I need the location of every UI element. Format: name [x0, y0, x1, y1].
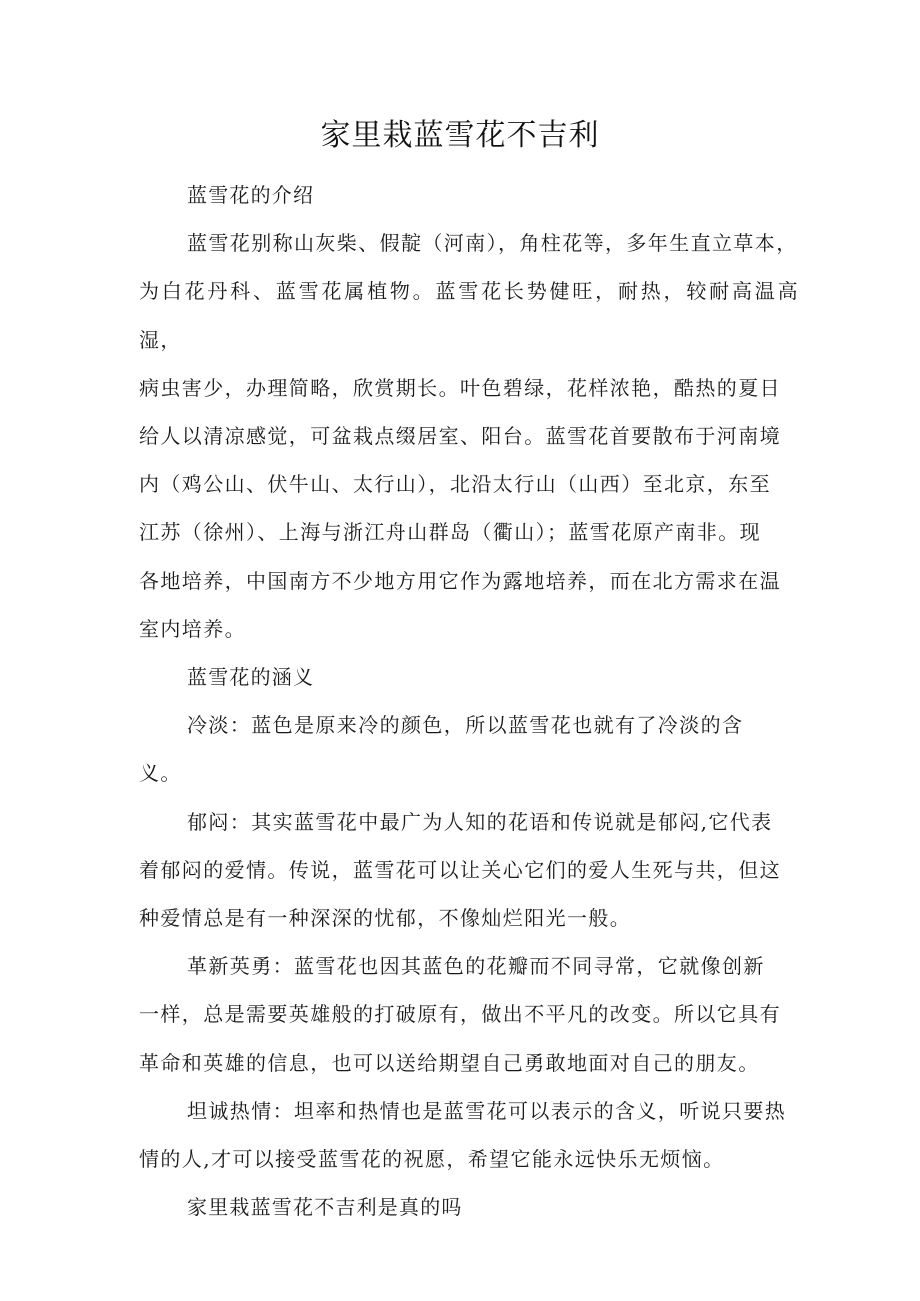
body-paragraph	[139, 942, 799, 1087]
text-line: 革命和英雄的信息，也可以送给期望自己勇敢地面对自己的朋友。	[139, 1050, 760, 1075]
text-line: 病虫害少，办理简略，欣赏期长。叶色碧绿，花样浓艳，酷热的夏日	[139, 375, 781, 400]
text-line: 各地培养，中国南方不少地方用它作为露地培养，而在北方需求在温	[139, 568, 781, 593]
section-heading	[139, 171, 799, 219]
body-paragraph	[139, 701, 799, 797]
text-line: 革新英勇：蓝雪花也因其蓝色的花瓣而不同寻常，它就像创新	[187, 954, 765, 979]
text-line: 蓝雪花别称山灰柴、假靛（河南），角柱花等，多年生直立草本，	[187, 231, 798, 256]
section-heading	[139, 1183, 799, 1231]
body-paragraph	[139, 219, 799, 653]
body-paragraph	[139, 1087, 799, 1183]
text-line: 蓝雪花的涵义	[187, 665, 315, 690]
text-line: 江苏（徐州）、上海与浙江舟山群岛（衢山）；蓝雪花原产南非。现	[139, 520, 761, 545]
text-line: 一样，总是需要英雄般的打破原有，做出不平凡的改变。所以它具有	[139, 1002, 781, 1027]
text-line: 冷淡：蓝色是原来冷的颜色，所以蓝雪花也就有了冷淡的含	[187, 713, 744, 738]
text-line: 义。	[139, 761, 182, 786]
document-body	[139, 171, 799, 1231]
text-line: 种爱情总是有一种深深的忧郁，不像灿烂阳光一般。	[139, 906, 632, 931]
document-title: 家里栽蓝雪花不吉利	[320, 118, 600, 153]
text-line: 家里栽蓝雪花不吉利是真的吗	[187, 1195, 463, 1220]
text-line: 着郁闷的爱情。传说，蓝雪花可以让关心它们的爱人生死与共，但这	[139, 857, 781, 882]
text-line: 坦诚热情：坦率和热情也是蓝雪花可以表示的含义，听说只要热	[187, 1098, 787, 1123]
body-paragraph	[139, 798, 799, 943]
text-line: 情的人,才可以接受蓝雪花的祝愿，希望它能永远快乐无烦恼。	[139, 1147, 725, 1172]
section-heading	[139, 653, 799, 701]
text-line: 室内培养。	[139, 616, 246, 641]
text-line: 为白花丹科、蓝雪花属植物。蓝雪花长势健旺，耐热，较耐高温高湿，	[139, 279, 799, 352]
text-line: 蓝雪花的介绍	[187, 183, 315, 207]
text-line: 给人以清凉感觉，可盆栽点缀居室、阳台。蓝雪花首要散布于河南境	[139, 424, 781, 449]
text-line: 郁闷：其实蓝雪花中最广为人知的花语和传说就是郁闷,它代表	[187, 809, 773, 834]
text-line: 内（鸡公山、伏牛山、太行山），北沿太行山（山西）至北京，东至	[139, 472, 771, 497]
